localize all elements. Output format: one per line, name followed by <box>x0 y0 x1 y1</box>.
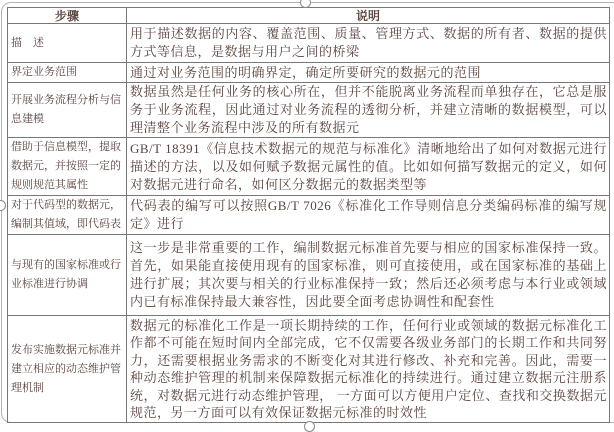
table-row <box>8 24 610 63</box>
step-cell: 与现有的国家标准或行业标准进行协调 <box>8 235 127 316</box>
table-row <box>8 138 610 196</box>
column-header-description: 说明 <box>127 8 610 24</box>
table-row <box>8 196 610 235</box>
table-row <box>8 316 610 423</box>
description-cell: 这一步是非常重要的工作，编制数据元标准首先要与相应的国家标准保持一致。首先，如果能直接使用现有的国家标准，则可直接使用，或在国家标准的基础上进行扩展；其次要与相关的行业标准保持一致；然后还必须考虑与本行业或领域内已有标准保持最大兼容性，因此要全面考虑协调性和配套性 <box>127 235 610 316</box>
step-cell: 对于代码型的数据元，编制其值域，即代码表 <box>8 196 127 235</box>
table-row <box>8 63 610 83</box>
description-cell: 通过对业务范围的明确界定，确定所要研究的数据元的范围 <box>127 63 610 83</box>
table-header-row <box>8 8 610 24</box>
table-row <box>8 83 610 138</box>
step-cell: 借助于信息模型，提取数据元，并按照一定的规则规范其属性 <box>8 138 127 196</box>
description-cell: GB/T 18391《信息技术数据元的规范与标准化》清晰地给出了如何对数据元进行描述的方法，以及如何赋予数据元属性的值。比如如何描写数据元的定义，如何对数据元进行命名，如何区分数据元的数据类型等 <box>127 138 610 196</box>
description-cell: 数据虽然是任何业务的核心所在，但并不能脱离业务流程而单独存在，它总是服务于业务流程，因此通过对业务流程的透彻分析，并建立清晰的数据模型，可以理清整个业务流程中涉及的所有数据元 <box>127 83 610 138</box>
table-row <box>8 235 610 316</box>
description-cell: 用于描述数据的内容、覆盖范围、质量、管理方式、数据的所有者、数据的提供方式等信息，是数据与用户之间的桥梁 <box>127 24 610 63</box>
step-cell: 发布实施数据元标准并建立相应的动态维护管理机制 <box>8 316 127 423</box>
data-element-standardization-table <box>7 7 610 423</box>
step-cell: 开展业务流程分析与信息建模 <box>8 83 127 138</box>
step-cell: 描 述 <box>8 24 127 63</box>
column-header-step: 步骤 <box>8 8 127 24</box>
description-cell: 数据元的标准化工作是一项长期持续的工作，任何行业或领域的数据元标准化工作都不可能在短时间内全部完成，它不仅需要各级业务部门的长期工作和共同努力，还需要根据业务需求的不断变化对其进行修改、补充和完善。因此，需要一种动态维护管理的机制来保障数据元标准化的持续进行。通过建立数据元注册系统，对数据元进行动态维护管理， 一方面可以方便用户定位、查找和交换数据元规范，另一方面可以有效保证数据元标准的时效性 <box>127 316 610 423</box>
resize-handle-bottom[interactable] <box>304 421 315 432</box>
step-cell: 界定业务范围 <box>8 63 127 83</box>
description-cell: 代码表的编写可以按照GB/T 7026《标准化工作导则信息分类编码标准的编写规定》进行 <box>127 196 610 235</box>
